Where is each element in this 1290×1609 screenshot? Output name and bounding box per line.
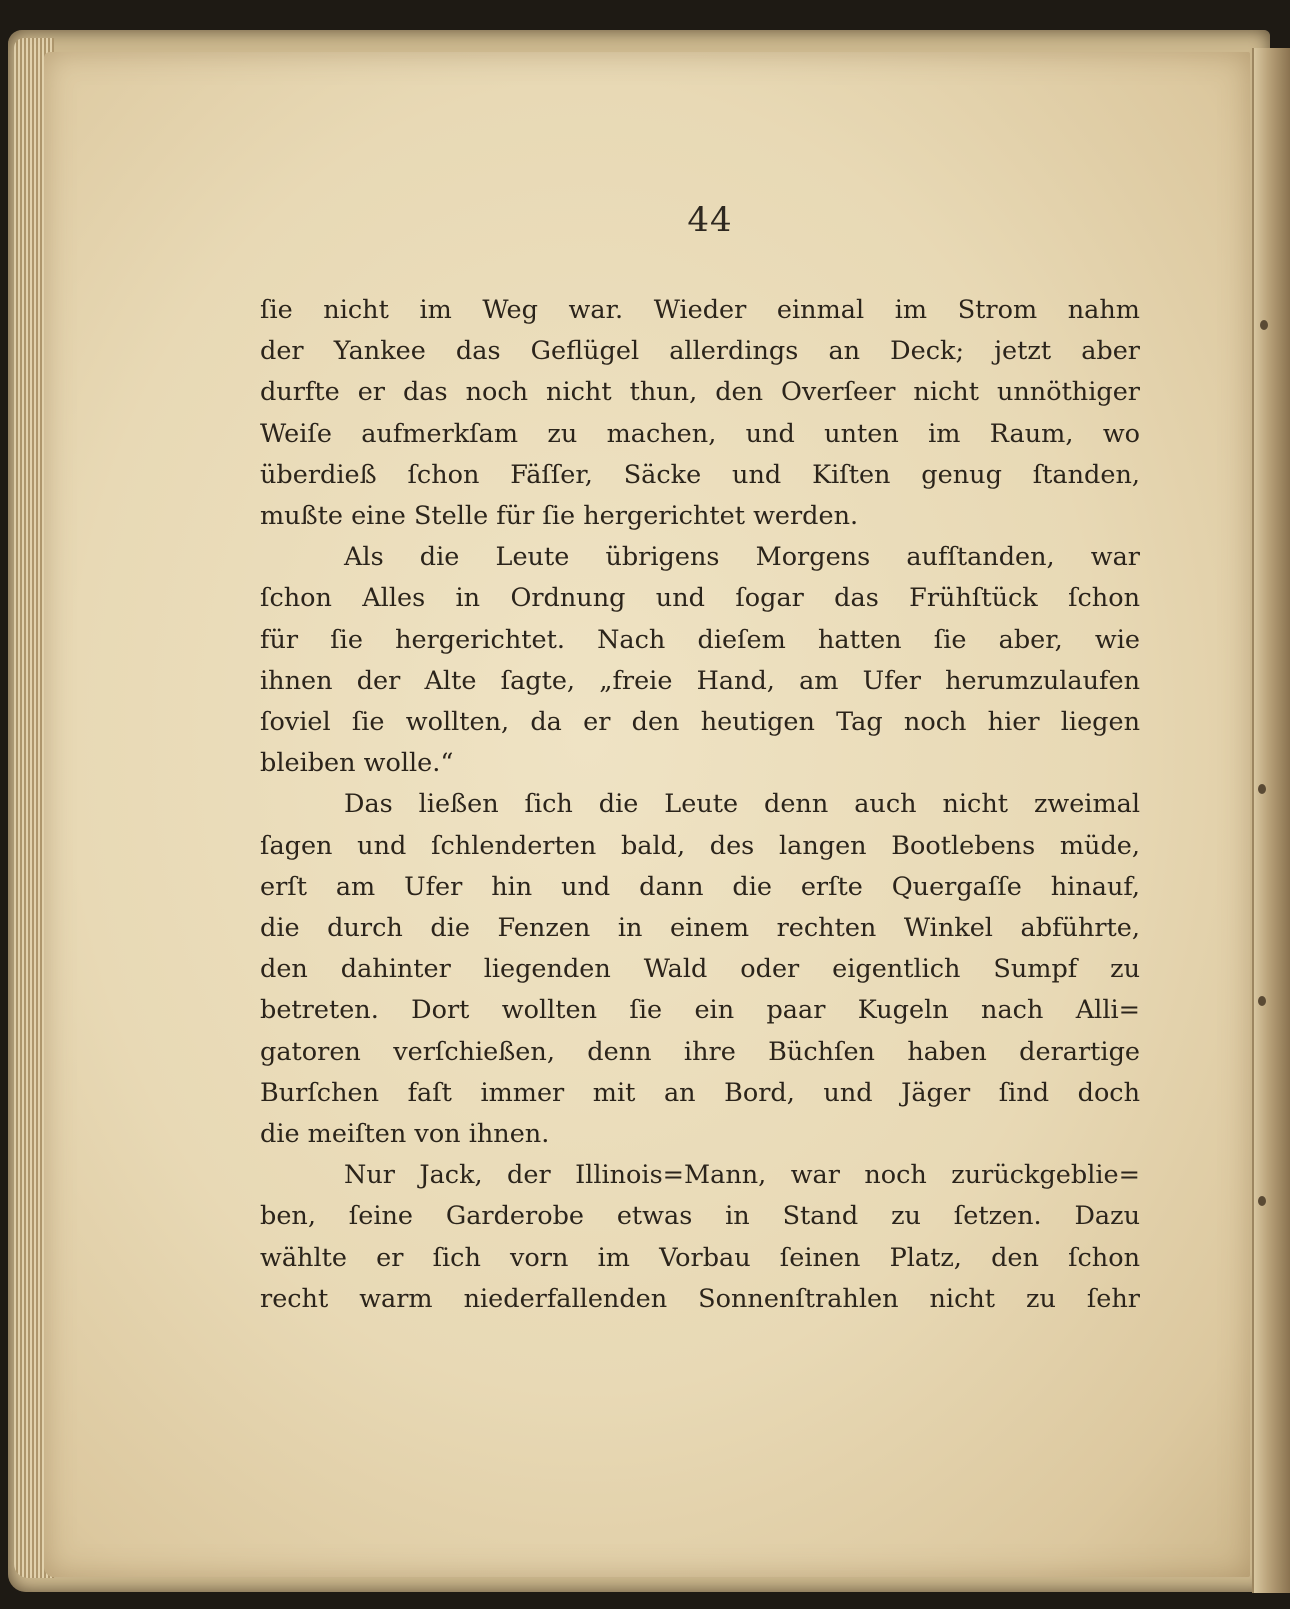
text-line: die meiſten von ihnen. [260, 1119, 550, 1150]
text-line: Als die Leute übrigens Morgens aufſtanden, war [344, 542, 1140, 573]
text-line: Nur Jack, der Illinois=Mann, war noch zurückgeblie= [344, 1160, 1140, 1191]
text-line: Das ließen ſich die Leute denn auch nicht zweimal [344, 789, 1140, 820]
page-number: 44 [687, 200, 733, 240]
text-line: die durch die Fenzen in einem rechten Winkel abführte, [260, 913, 1140, 944]
text-line: den dahinter liegenden Wald oder eigentlich Sumpf zu [260, 954, 1140, 985]
text-line: ſchon Alles in Ordnung und ſogar das Frühſtück ſchon [260, 583, 1140, 614]
paragraph [260, 537, 1140, 784]
text-line: der Yankee das Geflügel allerdings an Deck; jetzt aber [260, 336, 1140, 367]
text-line: ſagen und ſchlenderten bald, des langen Bootlebens müde, [260, 830, 1140, 861]
text-line: recht warm niederfallenden Sonnenſtrahlen nicht zu ſehr [260, 1283, 1140, 1314]
text-line: für ſie hergerichtet. Nach dieſem hatten ſie aber, wie [260, 624, 1140, 655]
book-gutter [1252, 48, 1290, 1593]
paragraph [260, 784, 1140, 1155]
text-line: bleiben wolle.“ [260, 748, 454, 779]
gutter-mark [1260, 320, 1268, 330]
text-line: erſt am Ufer hin und dann die erſte Quergaſſe hinauf, [260, 871, 1140, 902]
text-line: ben, ſeine Garderobe etwas in Stand zu ſetzen. Dazu [260, 1201, 1140, 1232]
gutter-mark [1258, 996, 1266, 1006]
text-line: ihnen der Alte ſagte, „freie Hand, am Ufer herumzulaufen [260, 665, 1140, 696]
gutter-mark [1258, 1196, 1266, 1206]
text-line: überdieß ſchon Fäſſer, Säcke und Kiſten genug ſtanden, [260, 459, 1140, 490]
text-line: Burſchen faſt immer mit an Bord, und Jäger ſind doch [260, 1077, 1140, 1108]
body-text [260, 290, 1140, 1320]
text-line: ſie nicht im Weg war. Wieder einmal im Strom nahm [260, 295, 1140, 325]
text-line: wählte er ſich vorn im Vorbau ſeinen Platz, den ſchon [260, 1242, 1140, 1273]
text-line: mußte eine Stelle für ſie hergerichtet werden. [260, 501, 859, 532]
text-line: ſoviel ſie wollten, da er den heutigen Tag noch hier liegen [260, 707, 1140, 738]
text-line: gatoren verſchießen, denn ihre Büchſen haben derartige [260, 1036, 1140, 1067]
text-line: Weiſe aufmerkſam zu machen, und unten im Raum, wo [260, 418, 1140, 449]
paragraph [260, 1155, 1140, 1320]
paragraph [260, 290, 1140, 537]
text-line: durfte er das noch nicht thun, den Overſeer nicht unnöthiger [260, 377, 1140, 408]
text-line: betreten. Dort wollten ſie ein paar Kugeln nach Alli= [260, 995, 1140, 1026]
gutter-mark [1258, 784, 1266, 794]
